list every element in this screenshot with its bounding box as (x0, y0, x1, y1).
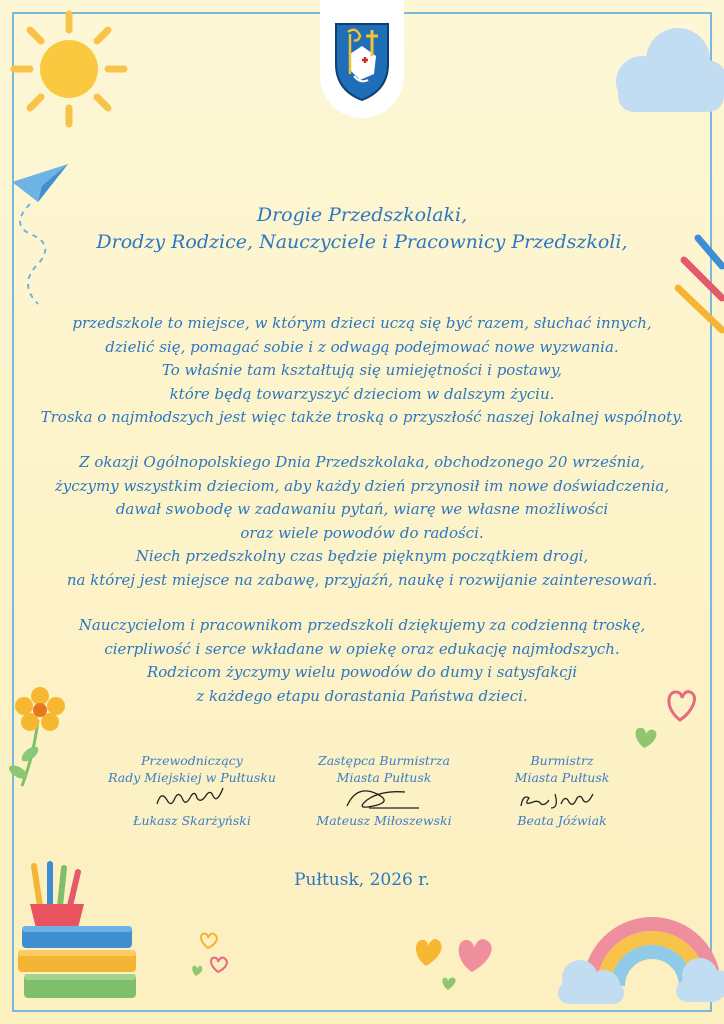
flower-icon (8, 684, 70, 790)
signature-title-line-2: Miasta Pułtusk (514, 770, 610, 785)
text-line: które będą towarzyszyć dzieciom w dalszym życiu. (169, 384, 555, 403)
handwritten-signature-icon (507, 786, 617, 812)
text-line: Z okazji Ogólnopolskiego Dnia Przedszkolaka, obchodzonego 20 września, (79, 453, 645, 471)
handwritten-signature-icon (329, 786, 439, 812)
signature-title-line-1: Przewodniczący (141, 753, 243, 768)
signature-name: Beata Jóźwiak (517, 813, 607, 828)
text-line: cierpliwość i serce wkładane w opiekę oraz edukację najmłodszych. (104, 639, 620, 658)
signature-title-line-2: Rady Miejskiej w Pułtusku (108, 770, 276, 785)
heart-icon (410, 928, 500, 994)
coat-of-arms-icon (332, 20, 392, 102)
books-icon (14, 856, 154, 1006)
greeting-line-2: Drodzy Rodzice, Nauczyciele i Pracownicy Przedszkoli, (96, 231, 628, 253)
rainbow-icon (550, 886, 724, 1014)
text-line: życzymy wszystkim dzieciom, aby każdy dzień przynosił im nowe doświadczenia, (54, 476, 670, 495)
signature-block-chairman (82, 752, 302, 829)
text-line: Troska o najmłodszych jest więc także troską o przyszłość naszej lokalnej wspólnoty. (40, 408, 684, 427)
text-line: na której jest miejsce na zabawę, przyjaźń, naukę i rozwijanie zainteresowań. (66, 571, 658, 589)
text-line: z każdego etapu dorastania Państwa dzieci. (196, 686, 528, 705)
heart-icon (630, 684, 700, 754)
text-line: To właśnie tam kształtują się umiejętności i postawy, (161, 361, 563, 380)
sun-icon (10, 10, 128, 128)
signature-name: Mateusz Miłoszewski (316, 813, 452, 828)
signature-title-line-1: Burmistrz (530, 753, 594, 768)
text-line: dzielić się, pomagać sobie i z odwagą podejmować nowe wyzwania. (105, 337, 619, 356)
text-line: dawał swobodę w zadawaniu pytań, wiarę we własne możliwości (115, 500, 609, 519)
greeting-line-1: Drogie Przedszkolaki, (256, 204, 468, 226)
heart-icon (188, 930, 232, 980)
signature-name: Łukasz Skarżyński (133, 813, 251, 828)
text-line: oraz wiele powodów do radości. (240, 523, 484, 542)
text-line: przedszkole to miejsce, w którym dzieci uczą się być razem, słuchać innych, (72, 314, 652, 332)
crest-tab (320, 0, 404, 118)
signature-title-line-1: Zastępca Burmistrza (318, 753, 450, 768)
cloud-icon (598, 20, 724, 120)
text-line: Niech przedszkolny czas będzie pięknym początkiem drogi, (135, 547, 589, 566)
signature-title-line-2: Miasta Pułtusk (336, 770, 432, 785)
text-line: Rodzicom życzymy wielu powodów do dumy i satysfakcji (146, 663, 578, 682)
handwritten-signature-icon (137, 786, 247, 812)
signature-block-mayor (452, 752, 672, 829)
text-line: Nauczycielom i pracownikom przedszkoli dziękujemy za codzienną troskę, (78, 616, 646, 634)
place-date: Pułtusk, 2026 r. (294, 870, 430, 890)
